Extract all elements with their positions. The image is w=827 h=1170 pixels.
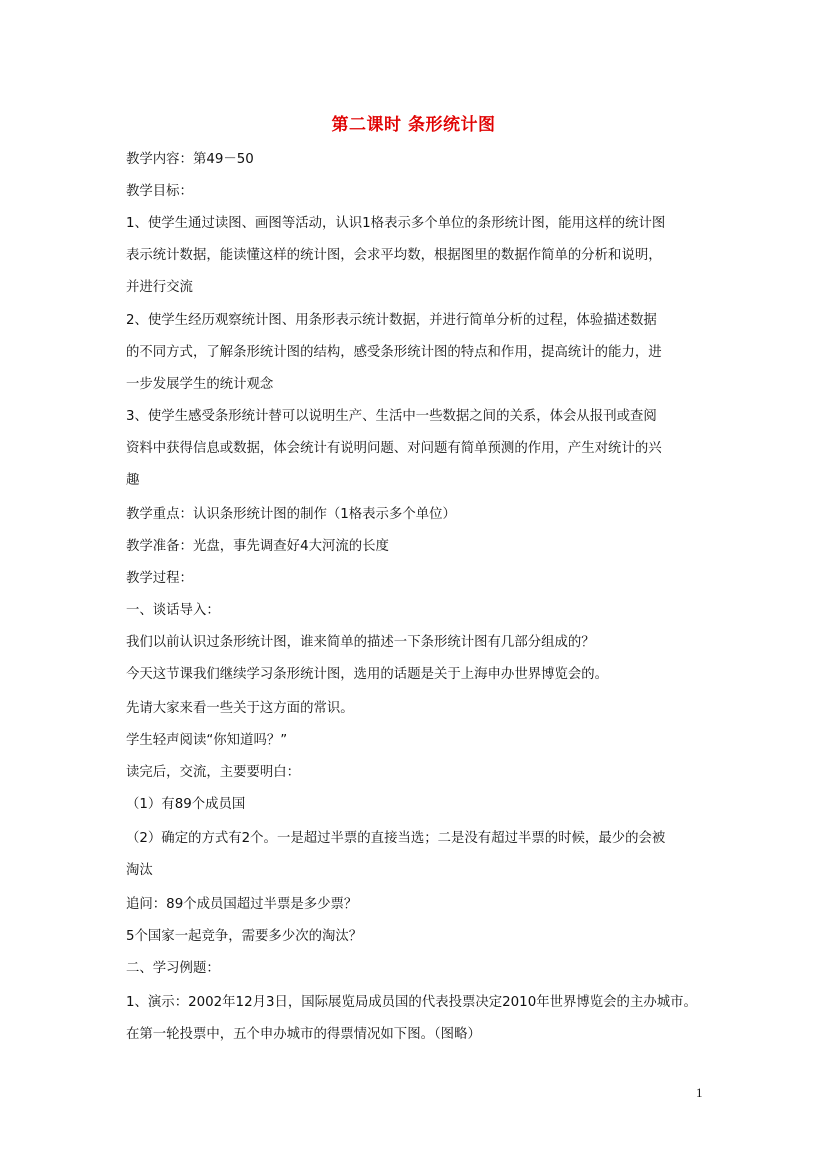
text-line: （2）确定的方式有2个。一是超过半票的直接当选；二是没有超过半票的时候，最少的会被 bbox=[126, 831, 666, 846]
text-line: 1、使学生通过读图、画图等活动，认识1格表示多个单位的条形统计图，能用这样的统计图 bbox=[126, 216, 666, 231]
text-line: 在第一轮投票中，五个申办城市的得票情况如下图。（图略） bbox=[126, 1027, 481, 1042]
text-line: 追问：89个成员国超过半票是多少票？ bbox=[126, 897, 358, 912]
text-line: 一、谈话导入： bbox=[126, 603, 220, 618]
text-line: 淘汰 bbox=[126, 863, 153, 878]
text-line: 我们以前认识过条形统计图，谁来简单的描述一下条形统计图有几部分组成的？ bbox=[126, 635, 595, 650]
text-line: 的不同方式，了解条形统计图的结构，感受条形统计图的特点和作用，提高统计的能力，进 bbox=[126, 345, 662, 360]
text-line: 教学目标： bbox=[126, 184, 193, 199]
page-number: 1 bbox=[696, 1085, 703, 1100]
text-line: 表示统计数据，能读懂这样的统计图，会求平均数，根据图里的数据作简单的分析和说明， bbox=[126, 248, 662, 263]
text-line: 5个国家一起竞争，需要多少次的淘汰？ bbox=[126, 929, 363, 944]
text-line: 先请大家来看一些关于这方面的常识。 bbox=[126, 701, 354, 716]
text-line: 趣 bbox=[126, 473, 140, 488]
text-line: 二、学习例题： bbox=[126, 961, 220, 976]
text-line: 资料中获得信息或数据，体会统计有说明问题、对问题有简单预测的作用，产生对统计的兴 bbox=[126, 441, 662, 456]
text-line: 一步发展学生的统计观念 bbox=[126, 377, 274, 392]
text-line: 今天这节课我们继续学习条形统计图，选用的话题是关于上海申办世界博览会的。 bbox=[126, 667, 609, 682]
text-line: 并进行交流 bbox=[126, 280, 193, 295]
text-line: 2、使学生经历观察统计图、用条形表示统计数据，并进行简单分析的过程，体验描述数据 bbox=[126, 313, 657, 328]
text-line: （1）有89个成员国 bbox=[126, 797, 246, 812]
text-line: 教学过程： bbox=[126, 571, 193, 586]
text-line: 教学内容：第49－50 bbox=[126, 152, 254, 167]
text-line: 3、使学生感受条形统计替可以说明生产、生活中一些数据之间的关系，体会从报刊或查阅 bbox=[126, 409, 657, 424]
text-line: 读完后，交流，主要要明白： bbox=[126, 765, 301, 780]
text-line: 教学准备：光盘，事先调查好4大河流的长度 bbox=[126, 539, 389, 554]
text-line: 学生轻声阅读“你知道吗？” bbox=[126, 733, 288, 748]
text-line: 教学重点：认识条形统计图的制作（1格表示多个单位） bbox=[126, 507, 456, 522]
page-title: 第二课时 条形统计图 bbox=[331, 115, 496, 135]
text-line: 1、演示：2002年12月3日，国际展览局成员国的代表投票决定2010年世界博览会的主办城市。 bbox=[126, 995, 697, 1010]
